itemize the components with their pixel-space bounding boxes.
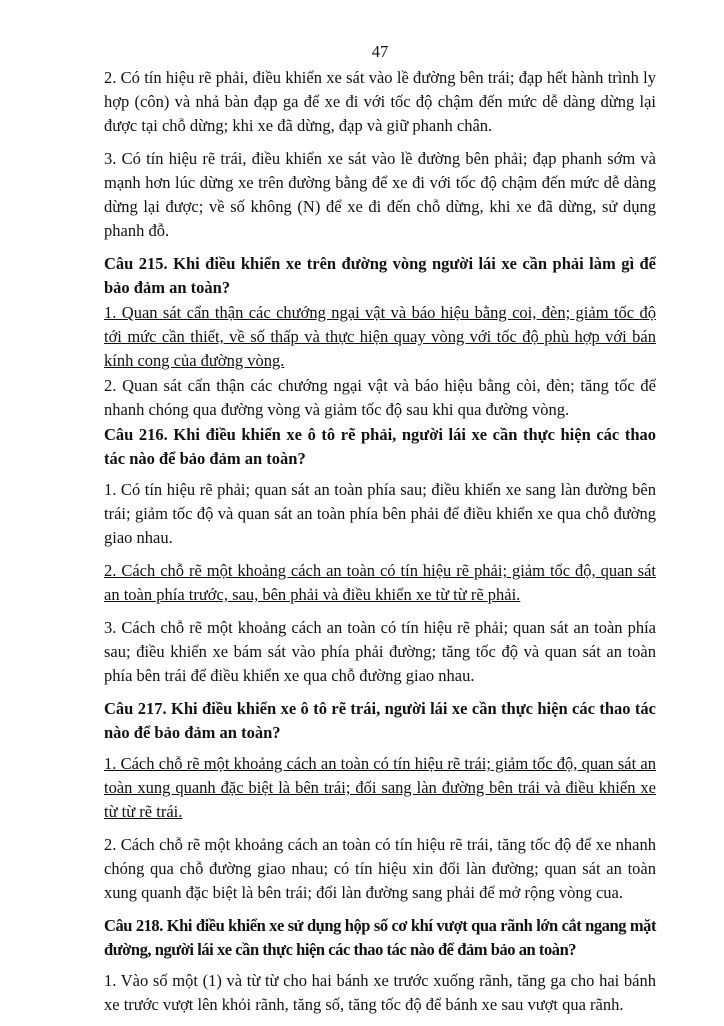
correct-answer-paragraph: 1. Quan sát cẩn thận các chướng ngại vật và báo hiệu bằng coi, đèn; giảm tốc độ tới mức cần thiết, về số thấp và thực hiện quay vòng với tốc độ phù hợp với bán kính cong của đường vòng. (104, 303, 656, 370)
document-page (104, 42, 656, 1026)
question-217-heading: Câu 217. Khi điều khiển xe ô tô rẽ trái, người lái xe cần thực hiện các thao tác nào để bảo đảm an toàn? (104, 699, 656, 742)
answer-paragraph: 2. Quan sát cẩn thận các chướng ngại vật và báo hiệu bằng còi, đèn; tăng tốc để nhanh chóng qua đường vòng và giảm tốc độ sau khi qua đường vòng. (104, 376, 656, 419)
correct-answer-paragraph: 1. Cách chỗ rẽ một khoảng cách an toàn có tín hiệu rẽ trái; giảm tốc độ, quan sát an toàn xung quanh đặc biệt là bên trái; đổi sang làn đường bên trái và điều khiển xe từ từ rẽ trái. (104, 754, 656, 821)
answer-paragraph: 1. Có tín hiệu rẽ phải; quan sát an toàn phía sau; điều khiển xe sang làn đường bên trái; giảm tốc độ và quan sát an toàn phía bên phải để điều khiển xe qua chỗ đường giao nhau. (104, 480, 656, 547)
question-215-heading: Câu 215. Khi điều khiển xe trên đường vòng người lái xe cần phải làm gì để bảo đảm an toàn? (104, 254, 656, 297)
question-216-heading: Câu 216. Khi điều khiển xe ô tô rẽ phải, người lái xe cần thực hiện các thao tác nào để bảo đảm an toàn? (104, 425, 656, 468)
page-number: 47 (371, 42, 389, 61)
answer-paragraph: 1. Vào số một (1) và từ từ cho hai bánh xe trước xuống rãnh, tăng ga cho hai bánh xe trước vượt lên khỏi rãnh, tăng số, tăng tốc độ để bánh xe sau vượt qua rãnh. (104, 971, 656, 1014)
answer-paragraph: 2. Cách chỗ rẽ một khoảng cách an toàn có tín hiệu rẽ trái, tăng tốc độ để xe nhanh chóng qua chỗ đường giao nhau; có tín hiệu xin đổi làn đường; quan sát an toàn xung quanh đặc biệt là bên trái; đổi làn đường sang phải để mở rộng vòng cua. (104, 835, 656, 902)
answer-paragraph: 2. Có tín hiệu rẽ phải, điều khiển xe sát vào lề đường bên trái; đạp hết hành trình ly hợp (côn) và nhả bàn đạp ga để xe đi với tốc độ chậm đến mức dễ dàng dừng lại được tại chỗ dừng; khi xe đã dừng, đạp và giữ phanh chân. (104, 68, 656, 135)
question-218-heading: Câu 218. Khi điều khiển xe sử dụng hộp số cơ khí vượt qua rãnh lớn cắt ngang mặt đường, người lái xe cần thực hiện các thao tác nào để đảm bảo an toàn? (104, 916, 656, 959)
answer-paragraph: 3. Cách chỗ rẽ một khoảng cách an toàn có tín hiệu rẽ phải; quan sát an toàn phía sau; điều khiển xe bám sát vào phía phải đường; tăng tốc độ và quan sát an toàn phía bên trái để điều khiển xe qua chỗ đường giao nhau. (104, 618, 656, 685)
correct-answer-paragraph: 2. Cách chỗ rẽ một khoảng cách an toàn có tín hiệu rẽ phải; giảm tốc độ, quan sát an toàn phía trước, sau, bên phải và điều khiển xe từ từ rẽ phải. (104, 561, 656, 604)
answer-paragraph: 3. Có tín hiệu rẽ trái, điều khiển xe sát vào lề đường bên phải; đạp phanh sớm và mạnh hơn lúc dừng xe trên đường bằng để xe đi với tốc độ chậm đến mức dễ dàng dừng lại được; về số không (N) để xe đi đến chỗ dừng, khi xe đã dừng, sử dụng phanh đỗ. (104, 149, 656, 240)
